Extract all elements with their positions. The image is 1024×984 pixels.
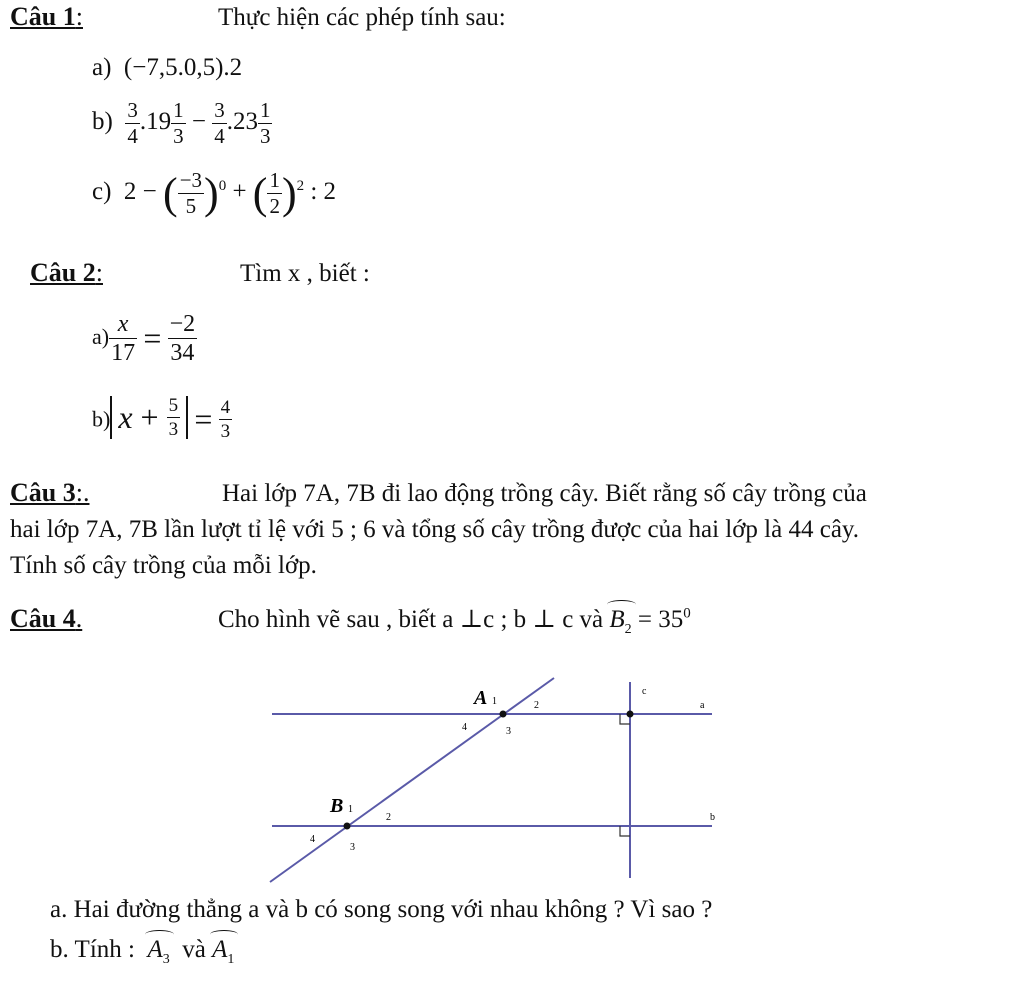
label-line-a: a [700,700,705,711]
q1-label: Câu 1: [10,2,83,31]
q1-title: Thực hiện các phép tính sau: [218,4,506,31]
q1-c-frac2: $\frac{1}{2}$ [269,168,280,218]
q4-angle-a3: $A_3$ [147,936,170,967]
q1-c-exp1: 0 [218,177,227,194]
q4-question-b [50,936,234,968]
q1-a-tag: a) [92,54,112,81]
point-A [500,711,507,718]
q1-b-whole1: 19 [146,108,172,136]
q4-degree: 0 [683,605,691,622]
q1-c-tag: c) [92,178,112,206]
label-A1: 1 [492,696,497,707]
q3-line1: Hai lớp 7A, 7B đi lao động trồng cây. Biết rằng số cây trồng của [222,480,867,507]
q4-label: Câu 4. [10,604,83,633]
q4-question-a: a. Hai đường thẳng a và b có song song với nhau không ? Vì sao ? [50,896,713,923]
q4-angle-value: = 35 [637,606,684,633]
label-B4: 4 [310,834,315,845]
q1-b-frac3: $\frac{3}{4}$ [214,98,225,148]
label-line-c: c [642,686,647,697]
q2-b-tag: b) [92,406,111,432]
q1-b-tag: b) [92,108,113,136]
q1-a-expr: (−7,5.0,5).2 [123,54,243,81]
q3-label: Câu 3:. [10,478,90,507]
q1-b-frac1: $\frac{3}{4}$ [127,98,138,148]
label-A4: 4 [462,722,467,733]
q4-question-b-and: và [182,936,206,963]
q4-angle-a1: $A_1$ [212,936,235,967]
right-angle-b [620,826,630,836]
label-B3: 3 [350,842,355,853]
point-ac [627,711,634,718]
point-B [344,823,351,830]
q1-a [92,54,242,82]
q2-label: Câu 2: [30,258,103,287]
q4-title [218,604,691,638]
q2-a-frac1: $\frac{x}{17}$ [111,311,136,366]
q1-b-whole2: 23 [232,108,258,136]
label-A: A [474,687,488,709]
q2-b-frac2: $\frac{4}{3}$ [220,396,231,442]
label-B1: 1 [348,804,353,815]
q1-b-frac2: $\frac{1}{3}$ [173,98,184,148]
q3-line2: hai lớp 7A, 7B lần lượt tỉ lệ với 5 ; 6 và tổng số cây trồng được của hai lớp là 44 cây. [10,516,860,543]
label-A2: 2 [534,700,539,711]
q3-line3: Tính số cây trồng của mỗi lớp. [10,552,317,579]
q4-angle-b2: $B_2$ [609,606,632,637]
q1-b-frac4: $\frac{1}{3}$ [259,98,271,148]
q2-title: Tìm x , biết : [240,260,370,287]
geometry-figure [260,670,730,892]
label-B: B [330,795,344,817]
label-A3: 3 [506,726,511,737]
q4-question-b-text: b. Tính : [50,936,135,963]
label-line-b: b [710,812,715,823]
q2-b: b) x + $\frac{5}{3}$ = $\frac{4}{3}$ [92,395,231,442]
q4-title-text: Cho hình vẽ sau , biết a ⊥c ; b ⊥ c và [218,606,604,633]
q1-c-lead: 2 − [123,178,157,206]
q1-c-exp2: 2 [296,177,305,194]
q2-a: a) $\frac{x}{17}$ = $\frac{-2}{34}$ [92,311,196,366]
q1-c-frac1: $\frac{-3}{5}$ [179,168,203,218]
q1-c-tail: : 2 [310,178,337,206]
label-B2: 2 [386,812,391,823]
q2-a-frac2: $\frac{-2}{34}$ [169,311,196,366]
q1-c: c) 2 − ( $\frac{-3}{5}$ )$^0$ + ( $\frac{1}{2}$ )$^2$ : 2 [92,168,337,218]
transversal-line [270,678,554,882]
q1-b: b) $\frac{3}{4}$ .19 $\frac{1}{3}$ − $\frac{3}{4}$ .23 $\frac{1}{3}$ [92,98,271,148]
q2-a-tag: a) [92,324,110,350]
q2-b-abs: x + $\frac{5}{3}$ [110,396,188,439]
